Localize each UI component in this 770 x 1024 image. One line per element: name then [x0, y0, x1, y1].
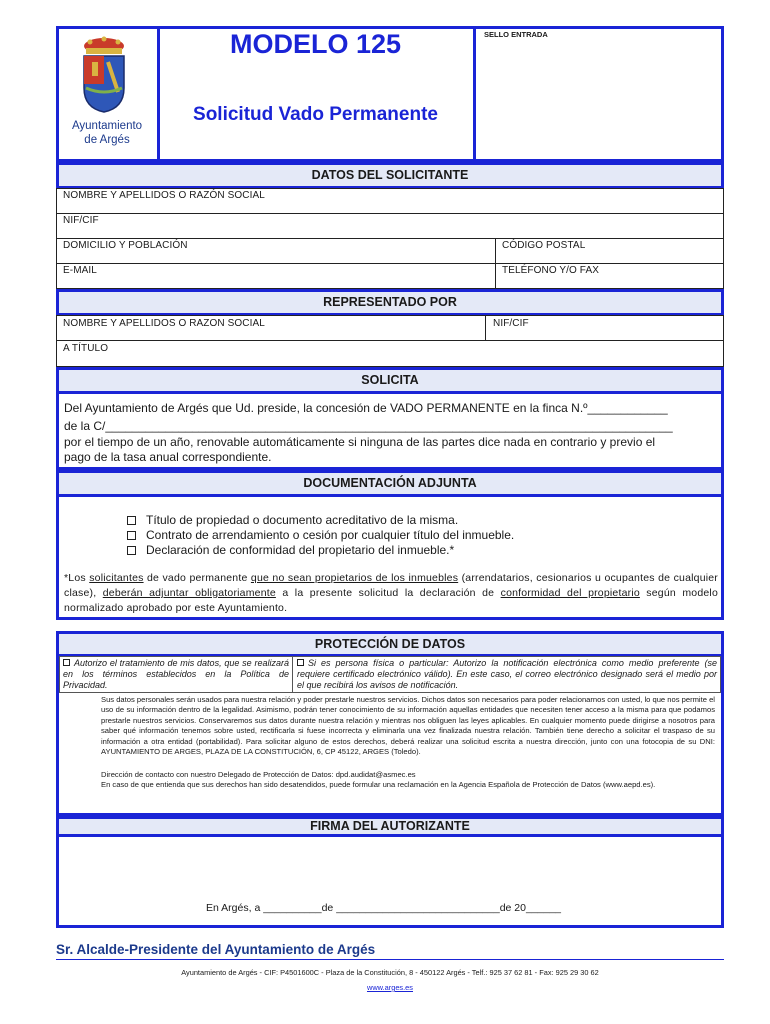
note-underline-4: conformidad del propietario — [500, 587, 640, 599]
privacy-consent-label: Autorizo el tratamiento de mis datos, que se realizará en los términos establecidos en la Política de Privacidad. — [63, 658, 289, 690]
representative-title-label: A TÍTULO — [63, 343, 109, 354]
stamp-divider — [473, 26, 476, 162]
applicant-section-header: DATOS DEL SOLICITANTE — [56, 162, 724, 189]
request-section-header: SOLICITA — [56, 367, 724, 394]
representative-title-field[interactable] — [56, 340, 724, 367]
signature-date-line[interactable]: En Argés, a __________de ____________________________de 20______ — [206, 902, 562, 914]
addressee: Sr. Alcalde-Presidente del Ayuntamiento de Argés — [56, 942, 376, 957]
applicant-email-label: E-MAIL — [63, 265, 97, 276]
request-line-4: pago de la tasa anual correspondiente. — [64, 450, 272, 464]
footer-website-link[interactable]: www.arges.es — [366, 983, 413, 992]
notification-consent-right-text[interactable] — [297, 658, 717, 691]
representative-section-header: REPRESENTADO POR — [56, 289, 724, 316]
form-title: Solicitud Vado Permanente — [193, 104, 438, 125]
privacy-claim-text: En caso de que entienda que sus derechos han sido desatendidos, puede formular una reclamación en la Agencia Española de Protección de Datos (www.aepd.es). — [101, 780, 656, 789]
municipality-name-line1: Ayuntamiento — [71, 120, 143, 132]
privacy-consent-left-text[interactable] — [63, 658, 289, 691]
municipality-name-line2: de Argés — [84, 134, 130, 146]
applicant-email-field[interactable] — [56, 263, 496, 289]
privacy-section-header: PROTECCIÓN DE DATOS — [56, 631, 724, 657]
note-underline-1: solicitantes — [89, 572, 144, 584]
document-item-3[interactable] — [127, 543, 454, 557]
document-item-2[interactable] — [127, 528, 514, 542]
signature-area[interactable] — [56, 836, 724, 928]
document-item-3-label: Declaración de conformidad del propietario del inmueble.* — [146, 543, 455, 557]
footer-contact: Ayuntamiento de Argés - CIF: P4501600C - Plaza de la Constitución, 8 - 450122 Argés - Telf.: 925 37 62 81 - Fax: 925 29 30 62 — [181, 968, 599, 977]
representative-name-label: NOMBRE Y APELLIDOS O RAZON SOCIAL — [63, 318, 265, 329]
note-part-3: (arrendatarios, cesionarios u ocupantes de cualquier clase), — [64, 572, 719, 599]
notification-consent-label: Si es persona física o particular: Autorizo la notificación electrónica como medio preferente (se requiere certificado electrónico válido). En este caso, el correo electrónico designado será el medio por el que recibirá los avisos de notificación. — [297, 658, 717, 690]
model-title: MODELO 125 — [229, 29, 402, 59]
stamp-label: SELLO ENTRADA — [484, 30, 548, 39]
request-line-2[interactable]: de la C/_____________________________________________________________________________________ — [64, 419, 673, 433]
documents-note — [64, 571, 718, 616]
privacy-policy-text: Sus datos personales serán usados para nuestra relación y poder prestarle nuestros servicios. Dichos datos son necesarios para poder relacionarnos con usted, lo que nos permite el uso de su información dentro de la legalidad. Asimismo, podrán tener conocimiento de su información aquellas entidades que necesiten tener acceso a la misma para que podamos prestarle nuestros servicios. Conservaremos sus datos durante nuestra relación y mientras nos obliguen las leyes aplicables. En cualquier momento puede dirigirse a nosotros para saber qué información tenemos sobre usted, rectificarla si fuese incorrecta y eliminarla una vez finalizada nuestra relación. También tiene derecho a solicitar el traspaso de su información a otra entidad (portabilidad). Para solicitar alguno de estos derechos, deberá realizar una solicitud escrita a nuestra dirección, junto con una fotocopia de su DNI: AYUNTAMIENTO DE ARGES, PLAZA DE LA CONSTITUCIÓN, 6, CP 45122, ARGES (Toledo). — [101, 695, 715, 757]
note-part-1: *Los — [64, 572, 90, 584]
note-part-5: según modelo normalizado aprobado por este Ayuntamiento. — [64, 587, 718, 614]
applicant-name-label: NOMBRE Y APELLIDOS O RAZÓN SOCIAL — [63, 190, 265, 201]
request-line-3: por el tiempo de un año, renovable automáticamente si ninguna de las partes dice nada en contrario y previo el — [64, 435, 656, 449]
document-item-1-label: Título de propiedad o documento acreditativo de la misma. — [146, 513, 459, 527]
applicant-phone-label: TELÉFONO Y/O FAX — [502, 265, 599, 276]
document-item-1[interactable] — [127, 513, 458, 527]
note-underline-3: deberán adjuntar obligatoriamente — [102, 587, 276, 599]
document-2-checkbox[interactable] — [127, 531, 136, 540]
document-item-2-label: Contrato de arrendamiento o cesión por cualquier título del inmueble. — [146, 528, 515, 542]
privacy-contact-text: Dirección de contacto con nuestro Delegado de Protección de Datos: dpd.audidat@asmec.es — [101, 770, 416, 779]
applicant-postal-label: CÓDIGO POSTAL — [502, 240, 586, 251]
note-part-4: a la presente solicitud la declaración de — [275, 587, 501, 599]
representative-nif-label: NIF/CIF — [493, 318, 529, 329]
document-3-checkbox[interactable] — [127, 546, 136, 555]
signature-section-header: FIRMA DEL AUTORIZANTE — [56, 816, 724, 837]
applicant-address-label: DOMICILIO Y POBLACIÓN — [63, 240, 188, 251]
document-1-checkbox[interactable] — [127, 516, 136, 525]
documents-section-header: DOCUMENTACIÓN ADJUNTA — [56, 470, 724, 497]
applicant-nif-label: NIF/CIF — [63, 215, 99, 226]
request-line-1[interactable]: Del Ayuntamiento de Argés que Ud. preside, la concesión de VADO PERMANENTE en la finca N.º____________ — [64, 401, 668, 415]
note-part-2: de vado permanente — [143, 572, 251, 584]
notification-consent-checkbox[interactable] — [297, 659, 304, 666]
applicant-nif-field[interactable] — [56, 213, 724, 239]
note-underline-2: que no sean propietarios de los inmuebles — [250, 572, 459, 584]
footer-divider — [56, 959, 724, 960]
privacy-consent-checkbox[interactable] — [63, 659, 70, 666]
coat-of-arms-icon — [78, 36, 130, 114]
